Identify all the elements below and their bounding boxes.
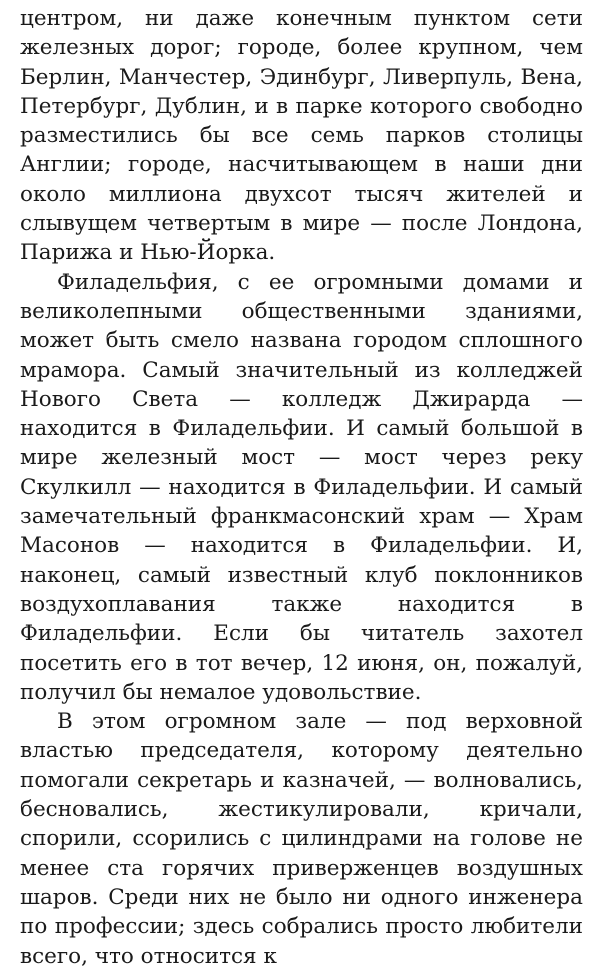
book-page [20, 4, 583, 971]
paragraph-1: центром, ни даже конечным пунктом сети железных дорог; городе, более крупном, чем Берлин, Манчестер, Эдинбург, Ливерпуль, Вена, Петербург, Дублин, и в парке которого свободно разместились бы все семь парков столицы Англии; городе, насчитывающем в наши дни около миллиона двухсот тысяч жителей и слывущем четвертым в мире — после Лондона, Парижа и Нью-Йорка. [20, 6, 583, 266]
paragraph-2: Филадельфия, с ее огромными домами и великолепными общественными зданиями, может быть смело названа городом сплошного мрамора. Самый значительный из колледжей Нового Света — колледж Джирарда — находится в Филадельфии. И самый большой в мире железный мост — мост через реку Скулкилл — находится в Филадельфии. И самый замечательный франкмасонский храм — Храм Масонов — находится в Филадельфии. И, наконец, самый известный клуб поклонников воздухоплавания также находится в Филадельфии. Если бы читатель захотел посетить его в тот вечер, 12 июня, он, пожалуй, получил бы немалое удовольствие. [20, 269, 583, 705]
paragraph-3: В этом огромном зале — под верховной властью председателя, которому деятельно помогали секретарь и казначей, — волновались, бесновались, жестикулировали, кричали, спорили, ссорились с цилиндрами на голове не менее ста горячих приверженцев воздушных шаров. Среди них не было ни одного инженера по профессии; здесь собрались просто любители всего, что относится к [20, 709, 583, 969]
